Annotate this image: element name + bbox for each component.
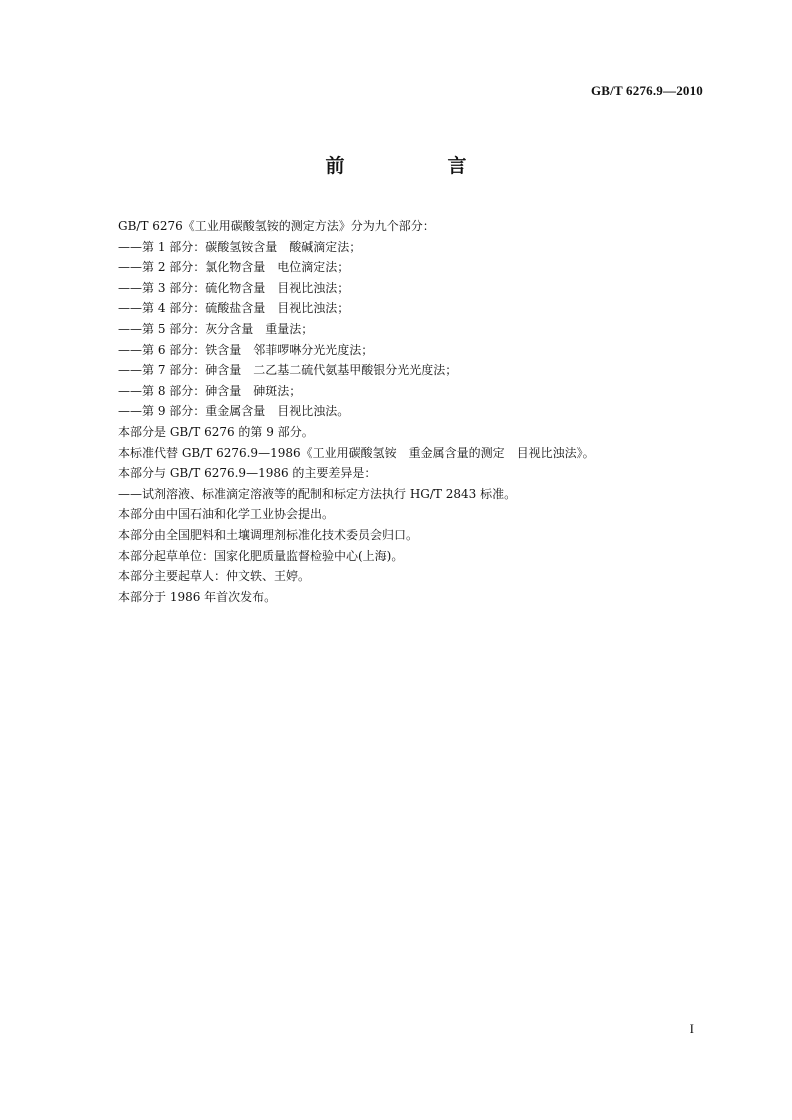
committee-statement: 本部分由全国肥料和土壤调理剂标准化技术委员会归口。	[118, 527, 419, 542]
part-list-item-8: ——第 8 部分：砷含量 砷斑法；	[118, 383, 302, 398]
part-list-item-3: ——第 3 部分：硫化物含量 目视比浊法；	[118, 280, 350, 295]
first-release-statement: 本部分于 1986 年首次发布。	[118, 589, 277, 604]
drafters-statement: 本部分主要起草人：仲文轶、王婷。	[118, 569, 311, 584]
page-number: I	[689, 1021, 694, 1036]
part-list-item-7: ——第 7 部分：砷含量 二乙基二硫代氨基甲酸银分光光度法；	[118, 363, 458, 378]
part-list-item-1: ——第 1 部分：碳酸氢铵含量 酸碱滴定法；	[118, 239, 362, 254]
part-statement: 本部分是 GB/T 6276 的第 9 部分。	[118, 424, 314, 439]
part-list-item-4: ——第 4 部分：硫酸盐含量 目视比浊法；	[118, 301, 350, 316]
part-list-item-5: ——第 5 部分：灰分含量 重量法；	[118, 321, 314, 336]
part-list-item-2: ——第 2 部分：氯化物含量 电位滴定法；	[118, 260, 350, 275]
drafting-unit-statement: 本部分起草单位：国家化肥质量监督检验中心(上海)。	[118, 548, 404, 563]
page-title: 前 言	[325, 155, 509, 177]
part-list-item-6: ——第 6 部分：铁含量 邻菲啰啉分光光度法；	[118, 342, 374, 357]
differences-intro: 本部分与 GB/T 6276.9—1986 的主要差异是：	[118, 466, 377, 481]
proposer-statement: 本部分由中国石油和化学工业协会提出。	[118, 507, 335, 522]
standard-code: GB/T 6276.9—2010	[590, 83, 703, 98]
intro-paragraph: GB/T 6276《工业用碳酸氢铵的测定方法》分为九个部分：	[118, 219, 435, 233]
foreword-body	[118, 216, 718, 607]
difference-item-1: ——试剂溶液、标准滴定溶液等的配制和标定方法执行 HG/T 2843 标准。	[118, 486, 517, 501]
part-list-item-9: ——第 9 部分：重金属含量 目视比浊法。	[118, 404, 350, 419]
replacement-statement: 本标准代替 GB/T 6276.9—1986《工业用碳酸氢铵 重金属含量的测定 目视比浊法》。	[118, 445, 595, 460]
